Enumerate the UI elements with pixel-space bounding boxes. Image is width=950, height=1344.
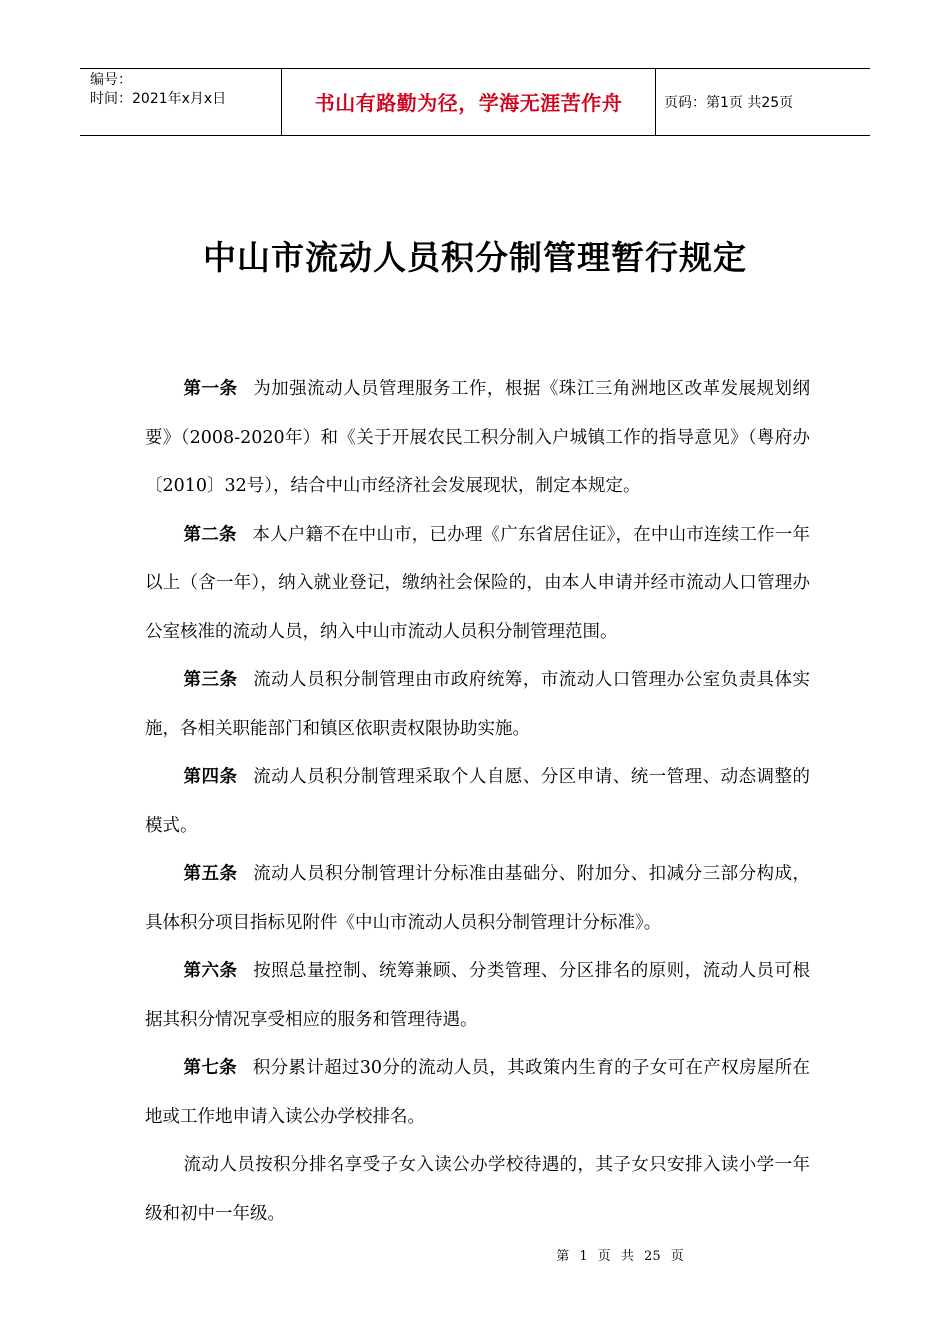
header-motto: 书山有路勤为径，学海无涯苦作舟 <box>282 69 656 135</box>
article-number: 第三条 <box>183 670 238 690</box>
document-body <box>145 365 810 1238</box>
article-4 <box>145 753 810 850</box>
article-7 <box>145 1044 810 1141</box>
article-text: 积分累计超过30分的流动人员，其政策内生育的子女可在产权房屋所在地或工作地申请入读公办学校排名。 <box>145 1058 810 1127</box>
article-number: 第四条 <box>183 767 238 787</box>
page-footer: 第 1 页 共 25 页 <box>556 1249 684 1264</box>
page-header <box>80 68 870 136</box>
article-text: 流动人员积分制管理由市政府统筹，市流动人口管理办公室负责具体实施，各相关职能部门和镇区依职责权限协助实施。 <box>145 670 811 739</box>
article-text: 为加强流动人员管理服务工作，根据《珠江三角洲地区改革发展规划纲要》（2008-2020年）和《关于开展农民工积分制入户城镇工作的指导意见》（粤府办〔2010〕32号），结合中山市经济社会发展现状，制定本规定。 <box>145 379 811 496</box>
article-text: 流动人员积分制管理计分标准由基础分、附加分、扣减分三部分构成，具体积分项目指标见附件《中山市流动人员积分制管理计分标准》。 <box>145 864 811 933</box>
article-number: 第七条 <box>183 1058 237 1078</box>
article-3 <box>145 656 810 753</box>
article-number: 第五条 <box>183 864 238 884</box>
article-text: 按照总量控制、统筹兼顾、分类管理、分区排名的原则，流动人员可根据其积分情况享受相应的服务和管理待遇。 <box>145 961 811 1030</box>
extra-paragraph: 流动人员按积分排名享受子女入读公办学校待遇的，其子女只安排入读小学一年级和初中一年级。 <box>145 1155 810 1224</box>
article-number: 第二条 <box>183 524 237 545</box>
document-number-label: 编号： <box>90 72 132 88</box>
article-1 <box>145 365 810 511</box>
article-text: 本人户籍不在中山市，已办理《广东省居住证》，在中山市连续工作一年以上（含一年），纳入就业登记，缴纳社会保险的，由本人申请并经市流动人口管理办公室核准的流动人员，纳入中山市流动人员积分制管理范围。 <box>145 524 811 642</box>
article-text: 流动人员积分制管理采取个人自愿、分区申请、统一管理、动态调整的模式。 <box>145 767 811 836</box>
document-date: 时间：2021年x月x日 <box>90 91 227 107</box>
article-number: 第六条 <box>183 961 238 981</box>
header-page-info: 页码：第1页 共25页 <box>664 95 794 111</box>
article-number: 第一条 <box>183 379 238 399</box>
document-title: 中山市流动人员积分制管理暂行规定 <box>203 238 747 277</box>
header-meta <box>80 69 282 135</box>
article-5 <box>145 850 810 947</box>
article-2 <box>145 511 810 657</box>
article-6 <box>145 947 810 1044</box>
